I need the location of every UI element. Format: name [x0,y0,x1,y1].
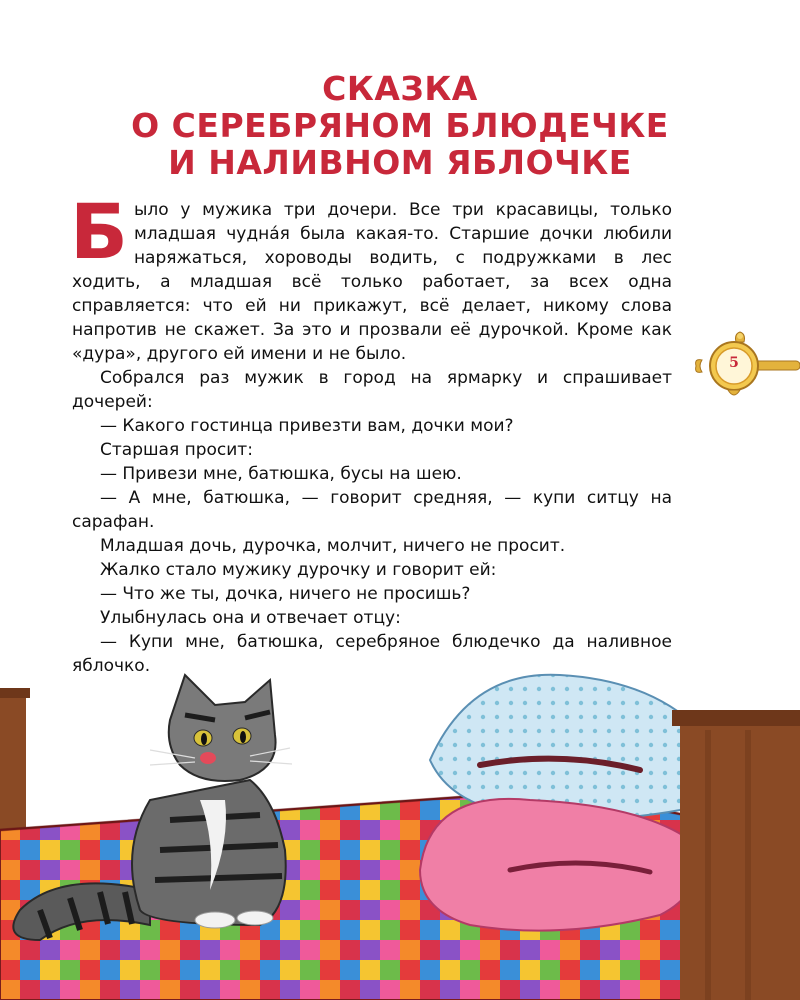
story-paragraph: Жалко стало мужику дурочку и говорит ей: [100,560,497,580]
story-paragraph: — Какого гостинца привезти вам, дочки мои? [100,416,514,436]
story-paragraph: — А мне, батюшка, — говорит средняя, — купи ситцу на сарафан. [72,488,672,532]
title-line-1: СКАЗКА [322,69,478,108]
right-bed-post [680,720,800,1000]
story-paragraph: Собрался раз мужик в город на ярмарку и спрашивает дочерей: [72,368,672,412]
story-paragraph: Улыбнулась она и отвечает отцу: [100,608,401,628]
title-line-3: И НАЛИВНОМ ЯБЛОЧКЕ [168,143,632,182]
story-paragraph: Старшая просит: [100,440,253,460]
cat-nose [200,752,216,764]
title-line-2: О СЕРЕБРЯНОМ БЛЮДЕЧКЕ [131,106,669,145]
page-number: 5 [729,355,739,371]
story-paragraph: Младшая дочь, дурочка, молчит, ничего не просит. [100,536,566,556]
cat-head [169,675,276,781]
story-paragraph: — Что же ты, дочка, ничего не просишь? [100,584,471,604]
blue-pillow [430,675,707,819]
story-title [0,70,800,181]
story-text [70,187,672,678]
story-paragraph: — Купи мне, батюшка, серебряное блюдечко да наливное яблочко. [72,632,672,676]
first-paragraph [70,187,672,366]
drop-cap: Б [70,187,128,276]
story-paragraph: — Привези мне, батюшка, бусы на шею. [100,464,462,484]
cat-on-bed-illustration [0,640,800,1000]
first-paragraph-text: ыло у мужика три дочери. Все три красавицы, только младшая чудна́я была какая-то. Старшие дочки любили наряжаться, хороводы водить, с подружками в лес ходить, а младшая всё только работает, за всех одна справляется: что ей ни прикажут, всё делает, никому слова напротив не скажет. За это и прозвали её дурочкой. Кроме как «дура», другого ей имени и не было. [72,200,672,364]
